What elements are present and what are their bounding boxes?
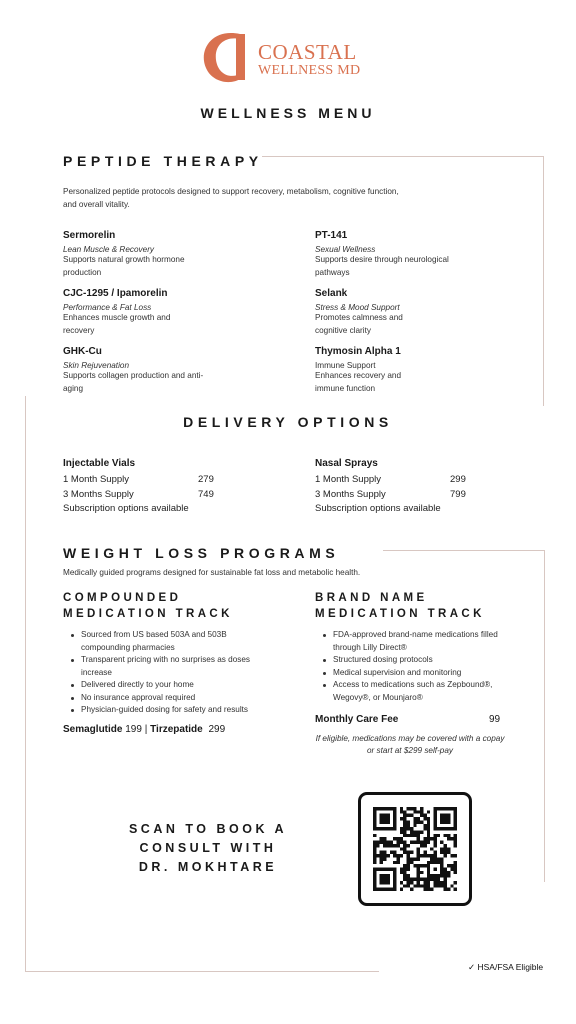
- compounded-bullets: [67, 629, 268, 717]
- care-fee-row: [315, 714, 515, 728]
- bullet-item: Medical supervision and monitoring: [319, 667, 499, 680]
- price-separator: |: [144, 723, 148, 735]
- peptide-name: Selank: [315, 288, 348, 299]
- bullet-item: Delivered directly to your home: [67, 679, 268, 692]
- nasal-block: [315, 458, 535, 517]
- bullet-item: FDA-approved brand-name medications filled through Lilly Direct®: [319, 629, 499, 654]
- care-fee-note: If eligible, medications may be covered with a copay or start at $299 self-pay: [315, 734, 505, 755]
- peptide-item: [63, 288, 233, 337]
- cta-line-3: DR. MOKHTARE: [138, 860, 278, 874]
- logo-wordmark: [258, 42, 360, 78]
- nasal-title: Nasal Sprays: [315, 458, 378, 469]
- frame-line-left-lower: [25, 396, 26, 972]
- injectable-row-2: [63, 488, 283, 503]
- peptide-desc: Supports collagen production and anti-aging: [63, 371, 204, 393]
- frame-line-right-upper: [543, 156, 544, 406]
- compounded-title-1: COMPOUNDED: [63, 592, 182, 604]
- weight-loss-intro: Medically guided programs designed for sustainable fat loss and metabolic health.: [63, 568, 361, 577]
- page-title: WELLNESS MENU: [200, 105, 376, 121]
- bullet-item: Structured dosing protocols: [319, 654, 499, 667]
- care-fee-price: 99: [489, 714, 501, 725]
- care-fee-label: Monthly Care Fee: [315, 714, 399, 725]
- injectable-title: Injectable Vials: [63, 458, 136, 469]
- cta-line-2: CONSULT WITH: [139, 841, 277, 855]
- brand-title-1: BRAND NAME: [315, 592, 428, 604]
- frame-line-bottom: [25, 971, 379, 972]
- frame-line-mid-right: [383, 550, 545, 551]
- row-price: 279: [198, 474, 214, 485]
- bullet-item: Sourced from US based 503A and 503B compounding pharmacies: [67, 629, 268, 654]
- row-price: 299: [450, 474, 466, 485]
- peptide-intro: Personalized peptide protocols designed to support recovery, metabolism, cognitive function, and overall vitality.: [63, 187, 399, 209]
- injectable-note: Subscription options available: [63, 503, 189, 514]
- delivery-heading: DELIVERY OPTIONS: [183, 414, 393, 430]
- bullet-item: No insurance approval required: [67, 692, 268, 705]
- qr-code-icon[interactable]: [373, 807, 457, 891]
- nasal-note: Subscription options available: [315, 503, 441, 514]
- semaglutide-price: 199: [125, 723, 142, 735]
- nasal-row-2: [315, 488, 535, 503]
- peptide-item: [63, 230, 233, 279]
- peptide-tag: Sexual Wellness: [315, 245, 376, 254]
- coastal-c-logo-icon: [202, 30, 250, 84]
- qr-code-frame[interactable]: [358, 792, 472, 906]
- frame-line-top-right: [262, 156, 544, 157]
- scan-cta: [100, 820, 316, 877]
- compounded-title-2: MEDICATION TRACK: [63, 608, 233, 620]
- frame-line-right-lower: [544, 550, 545, 882]
- row-price: 749: [198, 488, 214, 500]
- bullet-item: Physician-guided dosing for safety and results: [67, 704, 268, 717]
- row-label: 1 Month Supply: [63, 474, 130, 485]
- hsa-fsa-badge: ✓ HSA/FSA Eligible: [468, 962, 544, 972]
- peptide-item: [315, 288, 485, 337]
- peptide-desc: Supports desire through neurological pathways: [315, 255, 449, 277]
- peptide-name: PT-141: [315, 230, 348, 241]
- peptide-name: Sermorelin: [63, 230, 116, 241]
- brand-bullets: [319, 629, 499, 704]
- peptide-item: [315, 230, 485, 279]
- brand-title-2: MEDICATION TRACK: [315, 608, 485, 620]
- peptide-desc: Enhances muscle growth and recovery: [63, 313, 171, 335]
- row-price: 799: [450, 488, 466, 500]
- row-label: 3 Months Supply: [315, 488, 386, 500]
- bullet-item: Transparent pricing with no surprises as doses increase: [67, 654, 268, 679]
- weight-loss-heading: WEIGHT LOSS PROGRAMS: [63, 545, 340, 561]
- peptide-desc: Supports natural growth hormone production: [63, 255, 185, 277]
- peptide-tag: Performance & Fat Loss: [63, 303, 152, 312]
- peptide-tag: Skin Rejuvenation: [63, 361, 129, 370]
- peptide-name: GHK-Cu: [63, 346, 102, 357]
- peptide-heading: PEPTIDE THERAPY: [63, 153, 263, 169]
- logo-line-1: COASTAL: [258, 40, 357, 64]
- peptide-item: [315, 346, 485, 395]
- peptide-desc: Promotes calmness and cognitive clarity: [315, 313, 403, 335]
- peptide-desc: Enhances recovery and immune function: [315, 371, 402, 393]
- bullet-item: Access to medications such as Zepbound®, Wegovy®, or Mounjaro®: [319, 679, 499, 704]
- peptide-tag: Stress & Mood Support: [315, 303, 400, 312]
- row-label: 3 Months Supply: [63, 488, 134, 500]
- peptide-name: CJC-1295 / Ipamorelin: [63, 288, 168, 299]
- injectable-block: [63, 458, 283, 517]
- tirzepatide-price: 299: [208, 723, 226, 735]
- brand-track: [315, 590, 515, 757]
- compounded-track: [63, 590, 268, 735]
- peptide-item: [63, 346, 233, 395]
- peptide-name: Thymosin Alpha 1: [315, 346, 401, 357]
- semaglutide-label: Semaglutide: [63, 723, 123, 735]
- peptide-tag: Lean Muscle & Recovery: [63, 245, 155, 254]
- glp1-price-line: [63, 724, 268, 735]
- injectable-row-1: [63, 473, 283, 488]
- peptide-tag: Immune Support: [315, 361, 376, 370]
- nasal-row-1: [315, 473, 535, 488]
- row-label: 1 Month Supply: [315, 474, 382, 485]
- cta-line-1: SCAN TO BOOK A: [128, 822, 288, 836]
- logo-line-2: WELLNESS MD: [258, 63, 361, 78]
- tirzepatide-label: Tirzepatide: [150, 723, 203, 735]
